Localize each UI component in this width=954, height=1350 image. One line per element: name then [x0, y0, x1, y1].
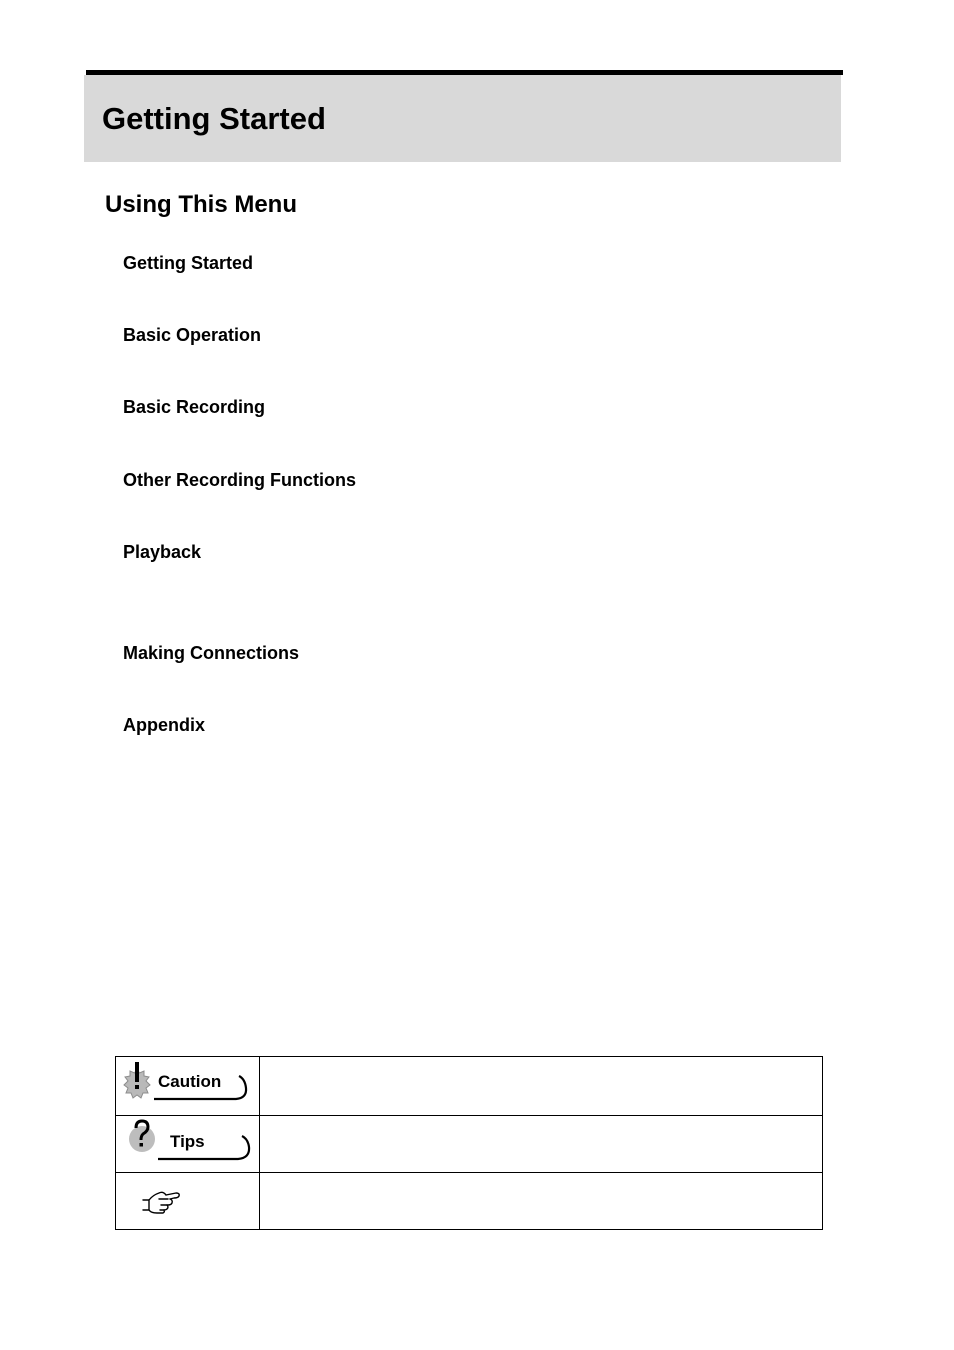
legend-caution-description — [260, 1057, 823, 1116]
pointing-hand-icon — [116, 1173, 259, 1229]
toc-item-playback[interactable]: Playback — [123, 542, 202, 562]
icon-legend-table — [115, 1056, 823, 1230]
legend-row-caution — [116, 1057, 823, 1116]
legend-tips-cell — [116, 1116, 260, 1173]
legend-reference-description — [260, 1173, 823, 1230]
legend-reference-cell — [116, 1173, 260, 1230]
caution-label: Caution — [158, 1072, 222, 1091]
toc-item-making-connections[interactable]: Making Connections — [123, 643, 300, 663]
legend-row-tips — [116, 1116, 823, 1173]
reference-badge — [116, 1173, 259, 1229]
legend-tips-description — [260, 1116, 823, 1173]
toc-item-other-recording-functions[interactable]: Other Recording Functions — [123, 470, 357, 490]
toc-item-basic-recording[interactable]: Basic Recording — [123, 397, 266, 417]
tips-label: Tips — [170, 1132, 205, 1151]
caution-badge — [116, 1057, 259, 1115]
toc-item-basic-operation[interactable]: Basic Operation — [123, 325, 262, 345]
legend-caution-cell — [116, 1057, 260, 1116]
toc-item-getting-started[interactable]: Getting Started — [123, 253, 254, 273]
toc-item-appendix[interactable]: Appendix — [123, 715, 206, 735]
section-title: Using This Menu — [105, 191, 297, 218]
page-title: Getting Started — [102, 101, 326, 136]
legend-row-reference — [116, 1173, 823, 1230]
tips-badge — [116, 1116, 259, 1172]
